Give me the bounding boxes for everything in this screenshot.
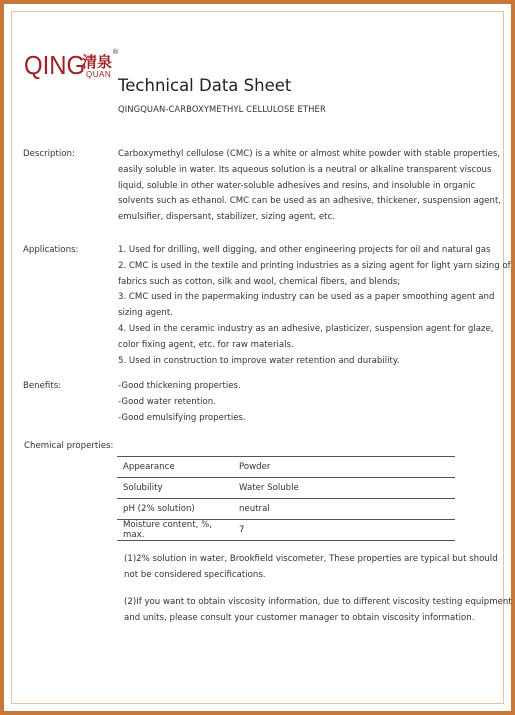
property-value: Water Soluble xyxy=(239,483,299,493)
list-item: -Good water retention. xyxy=(118,396,216,407)
text-line: emulsifier, dispersant, stabilizer, sizing agent, etc. xyxy=(118,212,335,223)
text-line: (2)If you want to obtain viscosity information, due to different viscosity testing equipment xyxy=(124,597,512,607)
logo-small: QUAN xyxy=(86,70,112,79)
chemical-properties-table xyxy=(117,456,455,541)
text-line: sizing agent. xyxy=(118,308,173,319)
property-name: Solubility xyxy=(123,483,163,493)
property-name: pH (2% solution) xyxy=(123,504,195,514)
description-label: Description: xyxy=(23,149,75,159)
product-subtitle: QINGQUAN-CARBOXYMETHYL CELLULOSE ETHER xyxy=(118,104,326,114)
table-row xyxy=(117,520,455,541)
description-text xyxy=(118,147,502,226)
property-name: Appearance xyxy=(123,462,175,472)
text-line: Carboxymethyl cellulose (CMC) is a white or almost white powder with stable properties, xyxy=(118,149,501,159)
footnote-2 xyxy=(124,595,512,627)
logo-chinese: 清泉 xyxy=(82,53,113,71)
text-line: solvents such as ethanol. CMC can be used as an adhesive, thickener, suspension agent, xyxy=(118,196,502,207)
text-line: 2. CMC is used in the textile and printing industries as a sizing agent for light yarn sizing of xyxy=(118,260,511,271)
table-row xyxy=(117,457,455,478)
text-line: color fixing agent, etc. for raw materials. xyxy=(118,339,294,350)
document-title: Technical Data Sheet xyxy=(118,76,292,95)
logo-latin: QING xyxy=(24,50,86,80)
list-item: -Good emulsifying properties. xyxy=(118,412,246,423)
chemical-properties-label: Chemical properties: xyxy=(24,441,114,451)
footnote-1 xyxy=(124,552,496,584)
table-row xyxy=(117,499,455,520)
text-line: not be considered specifications. xyxy=(124,569,266,580)
text-line: easily soluble in water. Its aqueous solution is a neutral or alkaline transparent viscous xyxy=(118,164,492,175)
text-line: 4. Used in the ceramic industry as an adhesive, plasticizer, suspension agent for glaze, xyxy=(118,323,494,334)
property-value: neutral xyxy=(239,504,270,514)
text-line: liquid, soluble in other water-soluble adhesives and resins, and insoluble in organic xyxy=(118,180,476,191)
property-value: 7 xyxy=(239,525,245,535)
list-item: -Good thickening properties. xyxy=(118,381,241,391)
text-line: 3. CMC used in the papermaking industry can be used as a paper smoothing agent and xyxy=(118,292,495,303)
property-value: Powder xyxy=(239,462,271,472)
applications-text xyxy=(118,243,511,369)
benefits-label: Benefits: xyxy=(23,381,62,391)
text-line: fabrics such as cotton, silk and wool, chemical fibers, and blends; xyxy=(118,276,401,287)
applications-label: Applications: xyxy=(23,245,79,255)
text-line: 1. Used for drilling, well digging, and other engineering projects for oil and natural gas xyxy=(118,245,491,255)
benefits-list xyxy=(118,379,493,426)
table-row xyxy=(117,478,455,499)
text-line: and units, please consult your customer manager to obtain viscosity information. xyxy=(124,612,475,623)
registered-mark: ® xyxy=(112,48,119,56)
property-name: Moisture content, %, max. xyxy=(123,520,212,540)
text-line: 5. Used in construction to improve water retention and durability. xyxy=(118,355,400,366)
text-line: (1)2% solution in water, Brookfield viscometer, These properties are typical but should xyxy=(124,554,498,564)
